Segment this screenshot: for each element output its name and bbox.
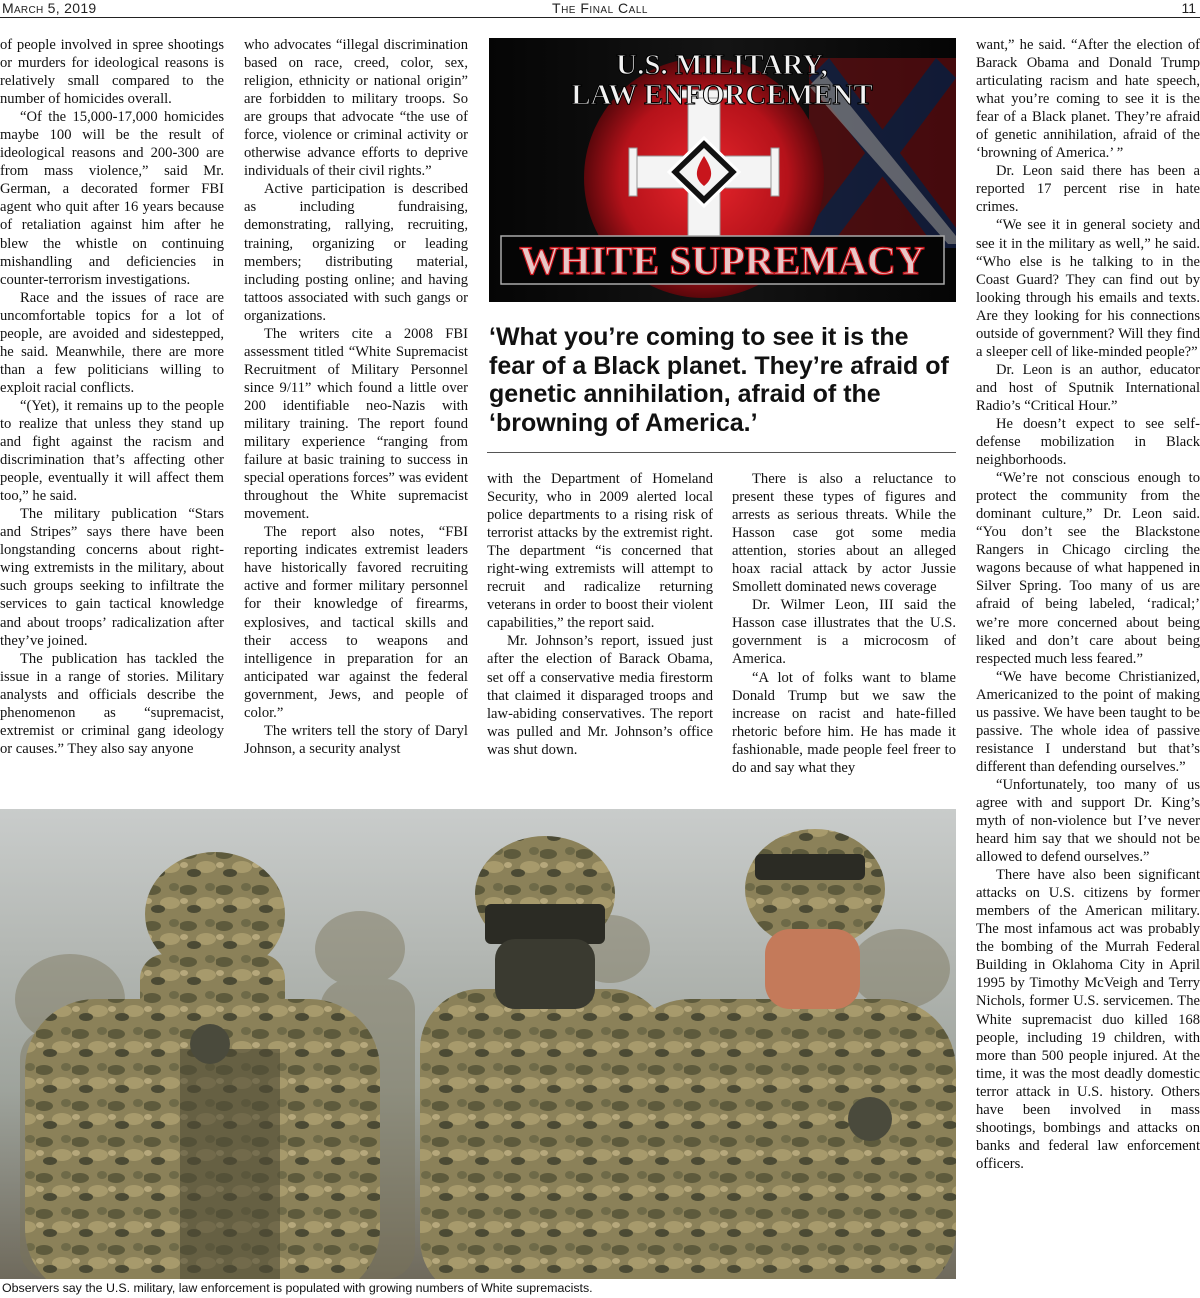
paragraph: There have also been significant attacks on U.S. citizens by former members of the American military. The most infamous act was probably the bombing of the Murrah Federal Building in Oklahoma City in April 1995 by Timothy McVeigh and Terry Nichols, former U.S. servicemen. The White supremacist duo killed 168 people, including 19 children, with more than 500 people injured. At the time, it was the most deadly domestic terror attack in U.S. history. Others have been involved in mass shootings, bombings and attacks on banks and federal law enforcement officers.	[976, 867, 1200, 1172]
white-supremacy-graphic	[489, 38, 956, 302]
graphic-headline-1: U.S. MILITARY,	[616, 49, 828, 81]
issue-date: March 5, 2019	[2, 0, 97, 16]
paragraph: with the Department of Homeland Security, who in 2009 alerted local police departments to a rising risk of terrorist attacks by the extremist right. The department “is concerned that right-wing extremists will attempt to recruit and radicalize returning veterans in order to boost their violent capabilities,” the report said.	[487, 471, 713, 632]
paragraph: Dr. Wilmer Leon, III said the Hasson case illustrates that the U.S. government is a microcosm of America.	[732, 597, 956, 668]
pull-quote: ‘What you’re coming to see it is the fear of a Black planet. They’re afraid of genetic annihilation, afraid of the ‘browning of America.’	[489, 323, 949, 437]
paragraph: “A lot of folks want to blame Donald Trump but we saw the increase on racist and hate-filled rhetoric before him. He has made it fashionable, made people feel freer to do and say what they	[732, 669, 956, 776]
paragraph: Race and the issues of race are uncomfortable topics for a lot of people, are avoided and sidestepped, he said. Meanwhile, there are more than a few politicians willing to exploit racial conflicts.	[0, 289, 224, 396]
feature-graphic	[489, 38, 956, 302]
paragraph: “(Yet), it remains up to the people to realize that unless they stand up and fight against the racism and discrimination that’s affecting other people, eventually it will affect them too,” he said.	[0, 397, 224, 505]
paragraph: “We’re not conscious enough to protect the community from the dominant culture,” Dr. Leon said. “You don’t see the Blackstone Rangers in Chicago circling the wagons because of what happened in Silver Spring. Too many of us are afraid of being labeled, ‘radical;’ we’re more concerned about being liked and don’t care about being respected much less feared.”	[976, 470, 1200, 667]
paragraph: “Unfortunately, too many of us agree with and support Dr. King’s myth of non-violence but I’ve never heard him say that we should not be allowed to defend ourselves.”	[976, 776, 1200, 866]
paragraph: The writers cite a 2008 FBI assessment titled “White Supremacist Recruitment of Military Personnel since 9/11” which found a little over 200 identifiable neo-Nazis with military training. The report found military experience “ranging from failure at basic training to success in special operations forces” was evident throughout the White supremacist movement.	[244, 325, 468, 523]
page-header	[0, 0, 1200, 18]
soldiers-photo	[0, 809, 956, 1279]
article-column-4	[732, 470, 956, 796]
article-column-1	[0, 36, 224, 794]
soldiers-photo-image	[0, 809, 956, 1279]
paragraph: “Of the 15,000-17,000 homicides maybe 100 will be the result of ideological reasons and 200-300 are from mass violence,” said Mr. German, a decorated former FBI agent who quit after 16 years because of retaliation against him after he blew the whistle on continuing mishandling and deficiencies in counter-terrorism investigations.	[0, 109, 224, 288]
paragraph: The report also notes, “FBI reporting indicates extremist leaders have historically favored recruiting active and former military personnel for their knowledge of firearms, explosives, and tactical skills and their access to weapons and intelligence in preparation for an anticipated war against the federal government, Jews, and people of color.”	[244, 524, 468, 721]
paragraph: of people involved in spree shootings or murders for ideological reasons is relatively small compared to the number of homicides overall.	[0, 37, 224, 108]
paragraph: He doesn’t expect to see self-defense mobilization in Black neighborhoods.	[976, 415, 1200, 469]
article-column-2	[244, 36, 468, 794]
paragraph: The publication has tackled the issue in a range of stories. Military analysts and officials describe the phenomenon as “supremacist, extremist or criminal gang ideology or causes.” They also say anyone	[0, 650, 224, 757]
paragraph: want,” he said. “After the election of Barack Obama and Donald Trump articulating racism and hate speech, what you’re coming to see it is the fear of a Black planet. They’re afraid of genetic annihilation, afraid of the ‘browning of America.’ ”	[976, 37, 1200, 162]
paragraph: The writers tell the story of Daryl Johnson, a security analyst	[244, 722, 468, 757]
paragraph: Mr. Johnson’s report, issued just after the election of Barack Obama, set off a conservative media firestorm that claimed it disparaged troops and law-abiding conservatives. The report was pulled and Mr. Johnson’s office was shut down.	[487, 633, 713, 758]
article-column-5	[976, 36, 1200, 1298]
paragraph: Active participation is described as including fundraising, demonstrating, rallying, recruiting, training, organizing or leading members; distributing material, including posting online; and having tattoos associated with such gangs or organizations.	[244, 181, 468, 324]
paragraph: “We have become Christianized, Americanized to the point of making us passive. We have been taught to be passive. The whole idea of passive resistance I understand but that’s different than defending ourselves.”	[976, 668, 1200, 775]
paragraph: The military publication “Stars and Stripes” says there have been longstanding concerns about right-wing extremists in the military, about such groups seeking to infiltrate the services to gain tactical knowledge and about troops’ radicalization after they’ve joined.	[0, 506, 224, 649]
paragraph: “We see it in general society and see it in the military as well,” he said. “Who else is he talking to in the Coast Guard? They can find out by looking through his emails and texts. Are they looking for his connections outside of government? Will they find a sleeper cell of like-minded people?”	[976, 217, 1200, 360]
graphic-headline-2: LAW ENFORCEMENT	[571, 79, 873, 111]
paragraph: Dr. Leon is an author, educator and host of Sputnik International Radio’s “Critical Hour.”	[976, 361, 1200, 414]
paragraph: There is also a reluctance to present these types of figures and arrests as serious threats. While the Hasson case got some media attention, stories about an alleged hoax racial attack by actor Jussie Smollett dominated news coverage	[732, 471, 956, 596]
paragraph: who advocates “illegal discrimination based on race, creed, color, sex, religion, ethnicity or national origin” are forbidden to military troops. So are groups that advocate “the use of force, violence or criminal activity or otherwise advance efforts to deprive individuals of their civil rights.”	[244, 37, 468, 180]
graphic-banner: WHITE SUPREMACY	[519, 238, 925, 283]
article-column-3	[487, 470, 713, 796]
publication-name: The Final Call	[552, 0, 648, 16]
page-number: 11	[1181, 0, 1196, 16]
pull-quote-rule	[487, 452, 956, 453]
photo-caption: Observers say the U.S. military, law enforcement is populated with growing numbers of White supremacists.	[2, 1281, 593, 1295]
paragraph: Dr. Leon said there has been a reported 17 percent rise in hate crimes.	[976, 163, 1200, 216]
